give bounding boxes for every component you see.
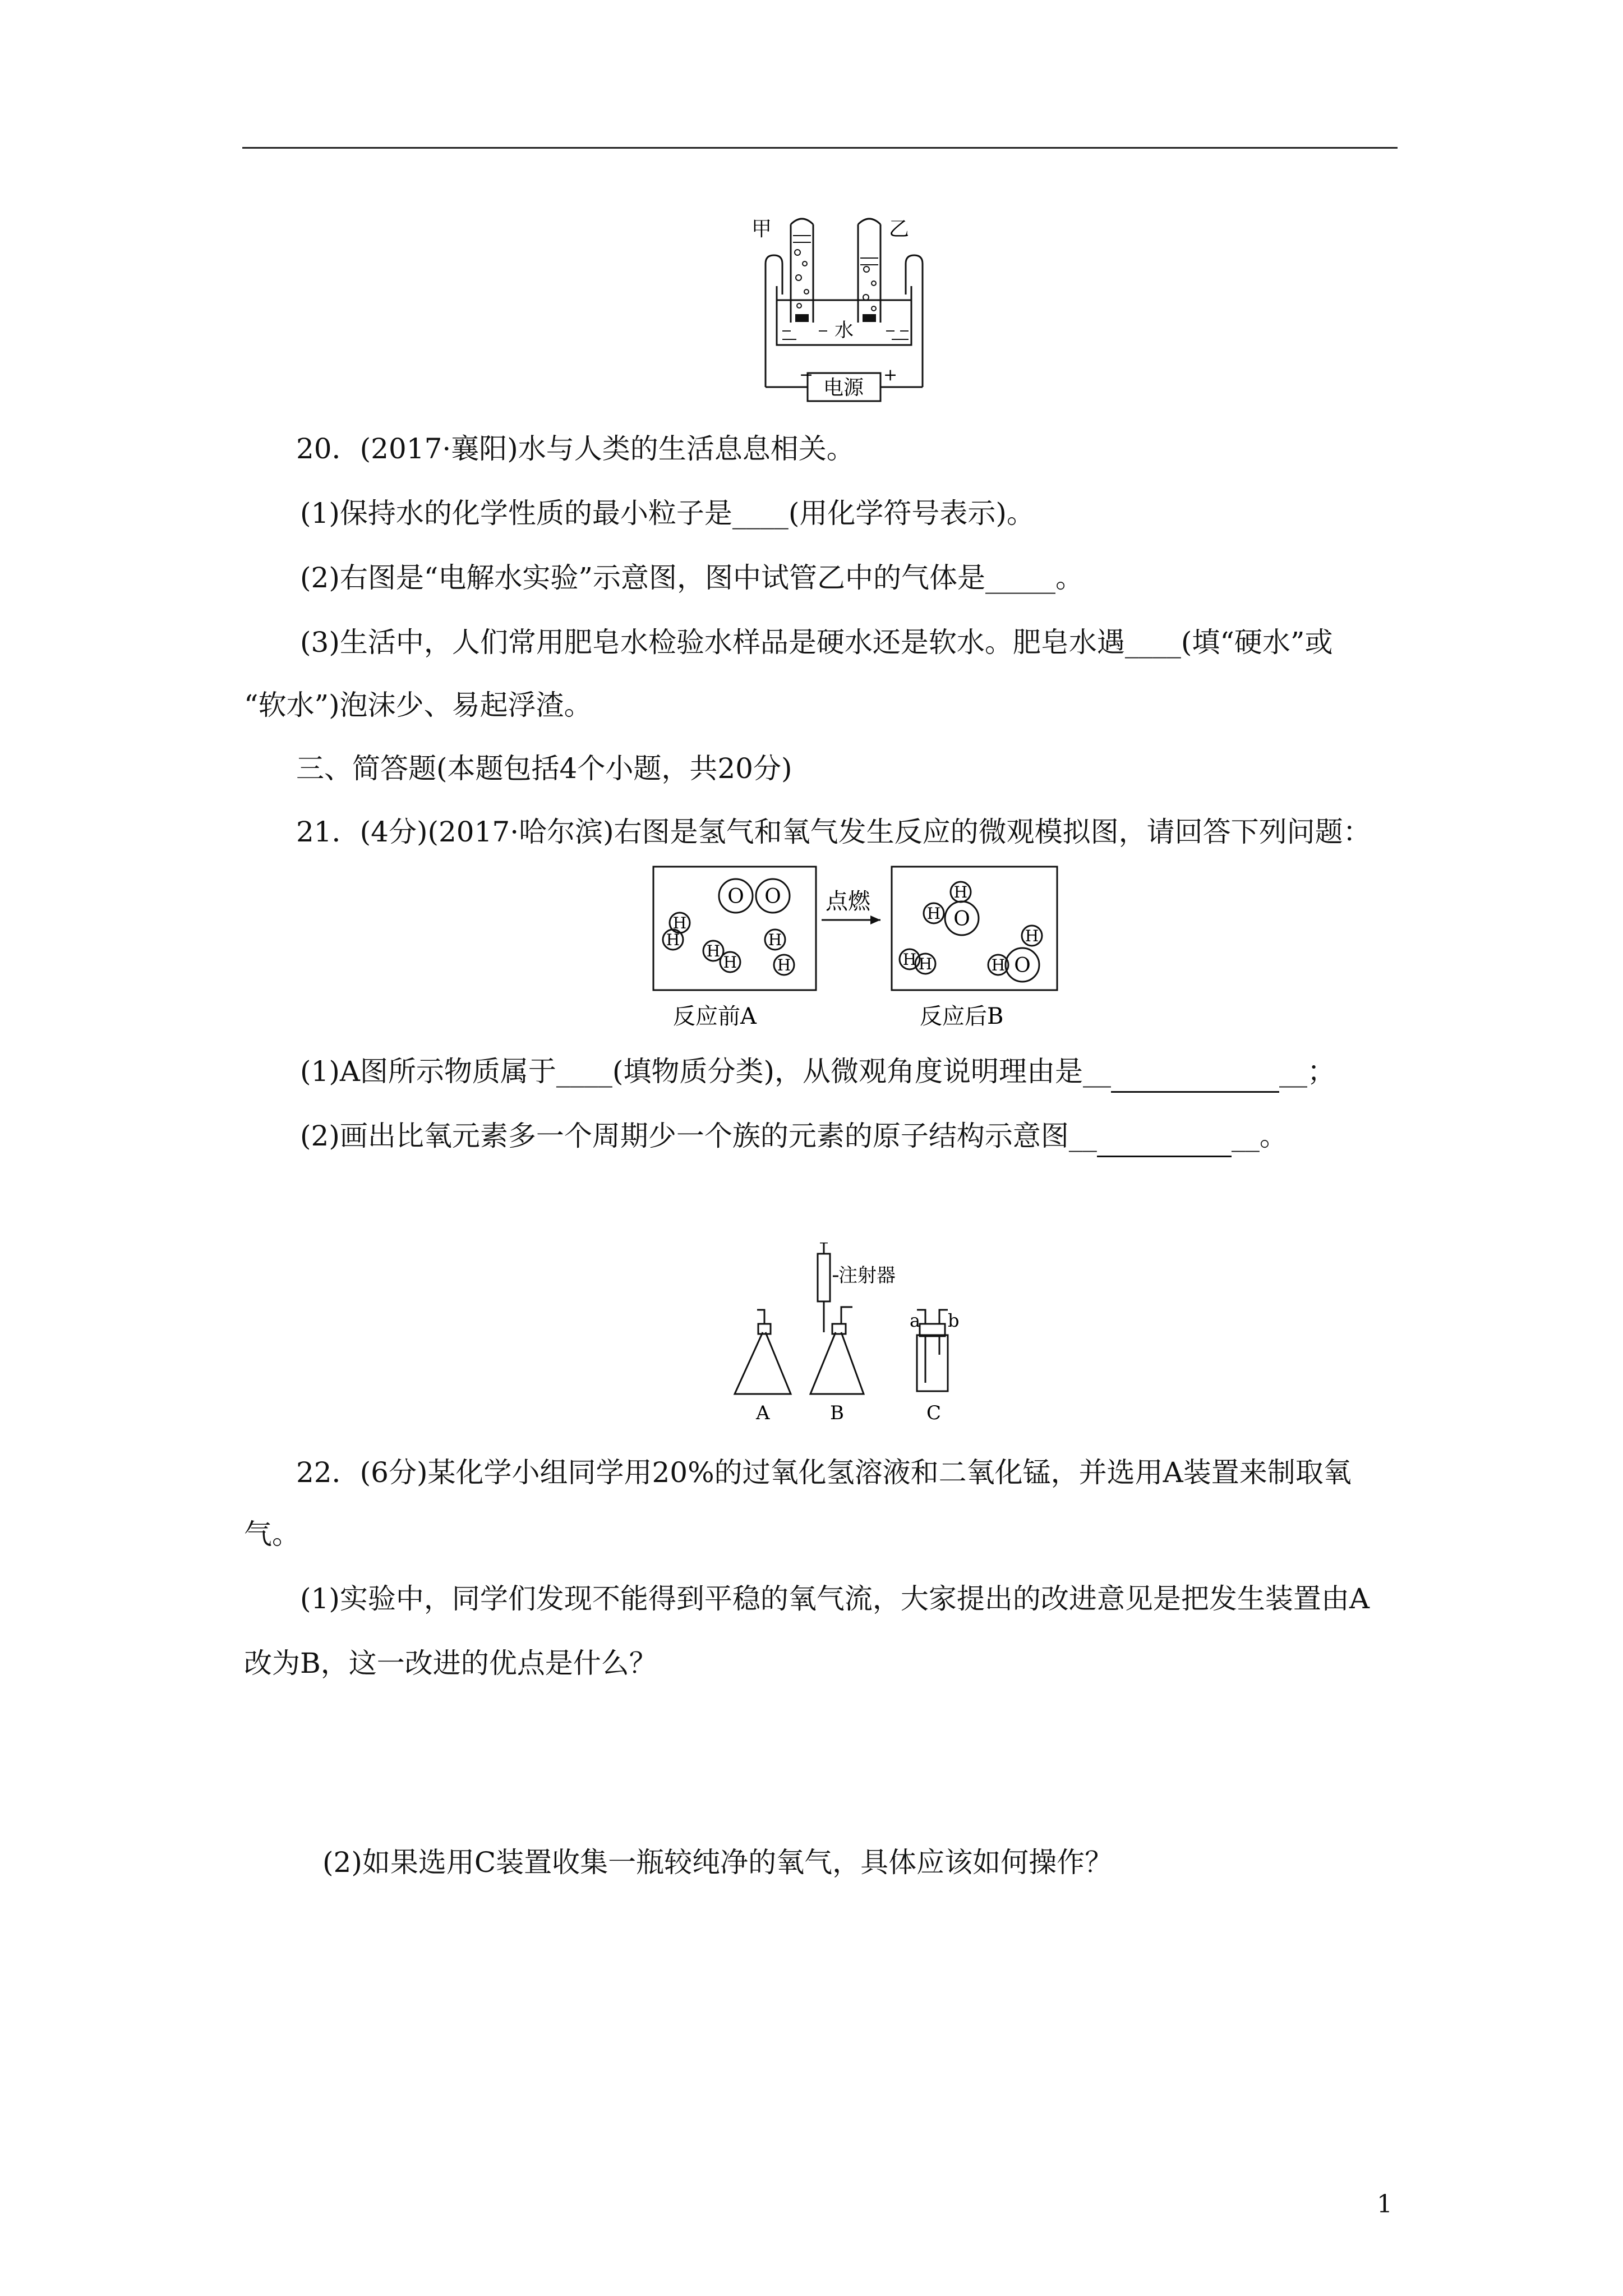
- atom-h-label: H: [706, 942, 721, 960]
- q21-part1-end: __；: [1279, 1055, 1335, 1088]
- atom-h-label: H: [991, 956, 1006, 974]
- answer-blank: [1097, 1116, 1232, 1157]
- apparatus-c-label: C: [926, 1402, 942, 1424]
- q22-part2: (2)如果选用C装置收集一瓶较纯净的氧气，具体应该如何操作？: [322, 1846, 1113, 1879]
- q22-stem-line1: 22．(6分)某化学小组同学用20%的过氧化氢溶液和二氧化锰，并选用A装置来制取氧: [296, 1456, 1352, 1489]
- page-number: 1: [1377, 2190, 1393, 2219]
- atom-h-label: H: [672, 914, 687, 932]
- header-rule: [242, 147, 1398, 149]
- q20-part3-line1: (3)生活中，人们常用肥皂水检验水样品是硬水还是软水。肥皂水遇____(填“硬水”或: [300, 626, 1333, 659]
- q21-part1: [300, 1052, 1335, 1093]
- atom-h-label: H: [666, 931, 680, 949]
- section-3-heading: 三、简答题(本题包括4个小题，共20分): [296, 752, 792, 785]
- atom-h-label: H: [918, 955, 933, 973]
- electrolysis-figure: [751, 202, 937, 409]
- tube-label-jia: 甲: [751, 218, 772, 241]
- q21-part1-text: (1)A图所示物质属于____(填物质分类)，从微观角度说明理由是__: [300, 1055, 1111, 1088]
- atom-h-label: H: [926, 904, 941, 923]
- apparatus-b-label: B: [830, 1402, 844, 1424]
- answer-blank: [1111, 1052, 1279, 1093]
- q20-part3-line2: “软水”)泡沫少、易起浮渣。: [244, 689, 592, 721]
- tube-label-yi: 乙: [889, 218, 910, 241]
- q21-stem: 21．(4分)(2017·哈尔滨)右图是氢气和氧气发生反应的微观模拟图，请回答下列问题：: [296, 816, 1371, 848]
- q20-part2: (2)右图是“电解水实验”示意图，图中试管乙中的气体是_____。: [300, 562, 1083, 594]
- q21-part2: [300, 1116, 1288, 1157]
- minus-label: −: [799, 365, 814, 385]
- q22-part1-line2: 改为B，这一改进的优点是什么？: [244, 1647, 657, 1680]
- caption-after: 反应后B: [920, 1004, 1004, 1029]
- q22-stem-line2: 气。: [244, 1518, 300, 1550]
- atom-o-label: O: [764, 885, 781, 908]
- reaction-arrow-label: 点燃: [826, 889, 870, 914]
- syringe-label: 注射器: [838, 1264, 896, 1287]
- reaction-microscopic-figure: [651, 864, 1066, 1032]
- power-label: 电源: [823, 376, 864, 399]
- apparatus-a-label: A: [756, 1402, 770, 1424]
- atom-o-label: O: [727, 885, 744, 908]
- atom-h-label: H: [768, 931, 782, 949]
- atom-o-label: O: [953, 908, 970, 931]
- atom-h-label: H: [902, 950, 917, 969]
- atom-h-label: H: [1025, 927, 1039, 945]
- atom-h-label: H: [953, 883, 968, 901]
- atom-o-label: O: [1014, 954, 1031, 977]
- atom-h-label: H: [723, 953, 737, 972]
- port-a-label: a: [910, 1310, 921, 1331]
- water-label: 水: [834, 319, 854, 342]
- q20-stem: 20．(2017·襄阳)水与人类的生活息息相关。: [296, 432, 855, 465]
- plus-label: +: [883, 365, 898, 385]
- caption-before: 反应前A: [673, 1004, 757, 1029]
- port-b-label: b: [948, 1310, 960, 1331]
- q20-part1: (1)保持水的化学性质的最小粒子是____(用化学符号表示)。: [300, 497, 1035, 530]
- q21-part2-text: (2)画出比氧元素多一个周期少一个族的元素的原子结构示意图__: [300, 1120, 1097, 1152]
- atom-h-label: H: [777, 956, 791, 974]
- q22-part1-line1: (1)实验中，同学们发现不能得到平稳的氧气流，大家提出的改进意见是把发生装置由A: [300, 1582, 1370, 1615]
- q21-part2-end: __。: [1231, 1120, 1288, 1152]
- apparatus-figure: [723, 1243, 987, 1430]
